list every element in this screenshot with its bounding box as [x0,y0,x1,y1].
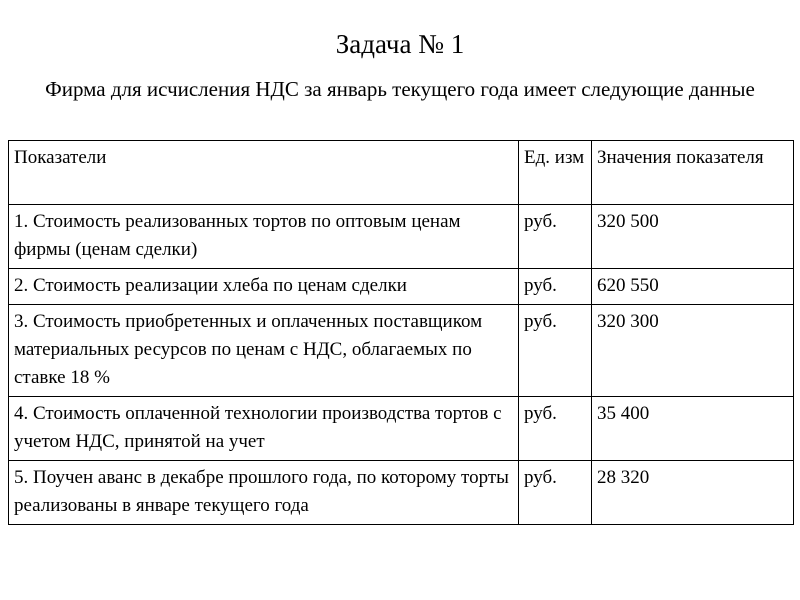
row-indicator: 1. Стоимость реализованных тортов по оптовым ценам фирмы (ценам сделки) [9,205,519,269]
table-row [9,305,794,397]
row-indicator: 4. Стоимость оплаченной технологии производства тортов с учетом НДС, принятой на учет [9,397,519,461]
row-indicator: 2. Стоимость реализации хлеба по ценам сделки [9,269,519,305]
header-unit: Ед. изм [519,141,592,205]
row-unit: руб. [519,461,592,525]
row-unit: руб. [519,205,592,269]
row-value: 35 400 [592,397,794,461]
row-value: 620 550 [592,269,794,305]
task-description: Фирма для исчисления НДС за январь текущего года имеет следующие данные [45,77,755,101]
header-indicator: Показатели [9,141,519,205]
row-unit: руб. [519,269,592,305]
row-value: 320 300 [592,305,794,397]
row-unit: руб. [519,305,592,397]
table-row [9,461,794,525]
row-unit: руб. [519,397,592,461]
task-title: Задача № 1 [335,29,465,59]
row-indicator: 5. Поучен аванс в декабре прошлого года, по которому торты реализованы в январе текущего года [9,461,519,525]
row-value: 320 500 [592,205,794,269]
header-value: Значения показателя [592,141,794,205]
row-indicator: 3. Стоимость приобретенных и оплаченных поставщиком материальных ресурсов по ценам с НДС, облагаемых по ставке 18 % [9,305,519,397]
data-table [8,140,794,525]
table-row [9,269,794,305]
row-value: 28 320 [592,461,794,525]
table-row [9,205,794,269]
table-row [9,397,794,461]
table-header-row [9,141,794,205]
